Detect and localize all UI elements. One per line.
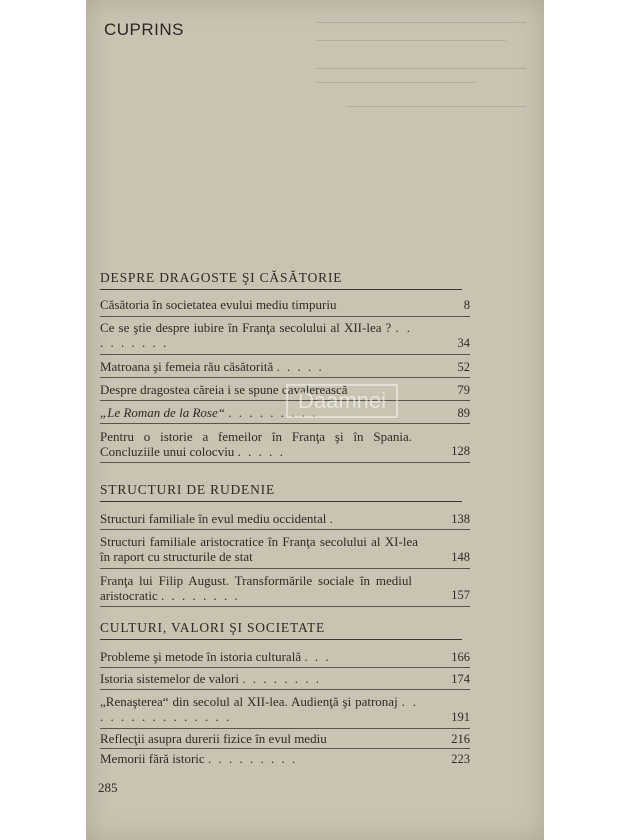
toc-leader-dots: . . . . . [237,444,285,459]
toc-entry-text: Probleme şi metode în istoria culturală [100,649,302,664]
page-title: CUPRINS [104,20,185,39]
toc-page-number: 216 [451,732,470,746]
toc-entry-text: „Le Roman de la Rose“ [100,405,225,420]
toc-entry [100,359,466,374]
toc-rule [100,316,470,317]
toc-entry-text: Franţa lui Filip August. Transformările sociale în mediul aristocratic [100,573,412,603]
section-underline [100,289,462,290]
section-title: STRUCTURI DE RUDENIE [100,482,275,497]
toc-rule [100,667,470,668]
toc-page-number: 34 [457,336,470,350]
toc-page-number: 157 [451,588,470,602]
toc-page-number: 174 [451,672,470,686]
toc-leader-dots: . . . . . [276,359,324,374]
page-number: 285 [98,780,118,795]
toc-entry [100,694,418,724]
toc-entry-text: Despre dragostea căreia i se spune cavalerească [100,382,348,397]
toc-entry-text: Structuri familiale aristocratice în Franţa secolului al XI-lea în raport cu structurile de stat [100,534,418,564]
bleed-through-line [316,82,476,89]
toc-page-number: 223 [451,752,470,766]
toc-entry-text: Reflecţii asupra durerii fizice în evul mediu [100,731,327,746]
toc-page-number: 89 [457,406,470,420]
toc-entry-text: Căsătoria în societatea evului mediu timpuriu [100,297,337,312]
toc-page-number: 148 [451,550,470,564]
toc-rule [100,606,470,607]
toc-leader-dots: . . . . . . . . . [207,751,298,766]
bleed-through-line [346,106,526,113]
toc-page-number: 8 [463,298,470,312]
toc-entry-text: Memorii fără istoric [100,751,205,766]
toc-rule [100,423,470,424]
toc-rule [100,354,470,355]
toc-page-number: 138 [451,512,470,526]
section-title: DESPRE DRAGOSTE ŞI CĂSĂTORIE [100,270,343,285]
toc-leader-dots: . . . . . . . . [161,588,240,603]
toc-entry [100,429,412,459]
toc-entry [100,405,466,420]
toc-entry-text: Pentru o istorie a femeilor în Franţa şi în Spania. Concluziile unui colocviu [100,429,412,459]
toc-rule [100,529,470,530]
toc-rule [100,462,470,463]
toc-leader-dots: . . . [304,649,331,664]
section-underline [100,639,462,640]
toc-entry-text: „Renaşterea“ din secolul al XII-lea. Audienţă şi patronaj [100,694,398,709]
toc-entry [100,731,466,746]
book-page [86,0,544,840]
toc-entry [100,297,466,312]
toc-page-number: 52 [457,360,470,374]
toc-rule [100,728,470,729]
toc-page-number: 79 [457,383,470,397]
toc-rule [100,689,470,690]
toc-entry [100,382,466,397]
toc-page-number: 128 [451,444,470,458]
toc-rule [100,377,470,378]
bleed-through-line [316,40,506,47]
toc-rule [100,748,470,749]
toc-leader-dots: . . . . . . . . . [228,405,318,420]
toc-entry [100,649,466,664]
bleed-through-line [316,68,526,75]
toc-leader-dots: . . . . . . . . . . . . . . . [100,694,418,724]
toc-leader-dots: . . . . . . . . [242,671,321,686]
toc-leader-dots: . [329,511,335,526]
toc-entry [100,751,466,766]
toc-entry [100,511,466,526]
toc-entry [100,534,418,564]
toc-leader-dots: . . . . . . . . . [100,320,413,350]
watermark: Daamnei [286,384,398,418]
toc-entry-text: Istoria sistemelor de valori [100,671,239,686]
bleed-through-line [316,22,526,29]
toc-page-number: 166 [451,650,470,664]
toc-entry [100,320,412,350]
toc-entry-text: Ce se ştie despre iubire în Franţa secolului al XII-lea ? [100,320,392,335]
toc-entry [100,671,466,686]
toc-entry [100,573,412,603]
toc-rule [100,400,470,401]
toc-rule [100,568,470,569]
toc-entry-text: Matroana şi femeia rău căsătorită [100,359,274,374]
toc-page-number: 191 [451,710,470,724]
section-title: CULTURI, VALORI ŞI SOCIETATE [100,620,326,635]
toc-entry-text: Structuri familiale în evul mediu occidental [100,511,327,526]
section-underline [100,501,462,502]
